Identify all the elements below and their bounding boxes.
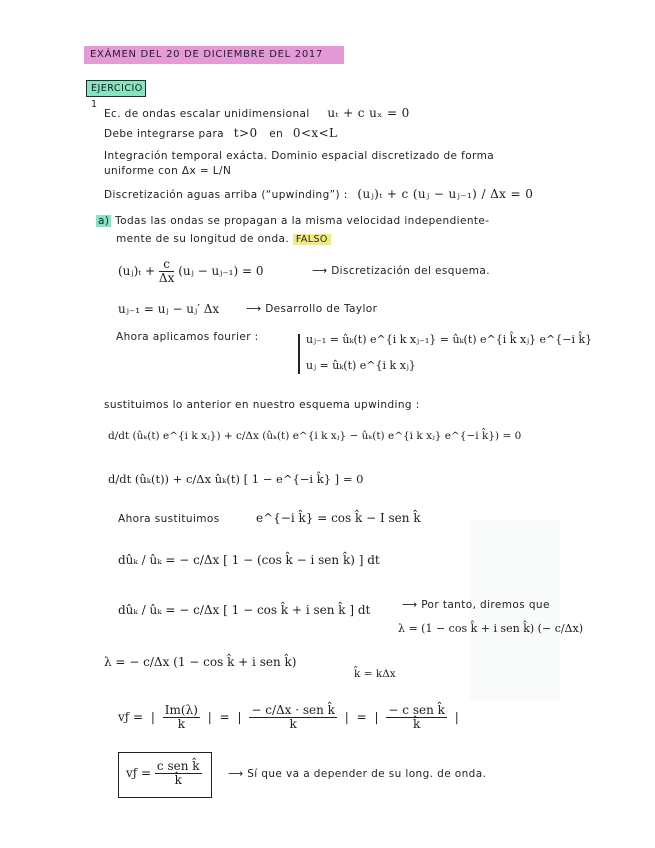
phase-velocity-equation: vƒ = | $\frac{Im(\lambda)}{k}$ | = | $\frac{\text{− c/Δx · sen k̂}}{k}$ | = | $\frac{\text{− c sen k̂}}{k̂}$ | <box>118 703 459 731</box>
vf-fraction-3 <box>386 704 446 731</box>
substituted-equation: d/dt (ûₖ(t) e^{i k xⱼ}) + c/Δx (ûₖ(t) e^{i k xⱼ} − ûₖ(t) e^{i k xⱼ} e^{−i k̂}) = 0 <box>108 430 522 442</box>
space-domain: 0<x<L <box>292 126 338 140</box>
intro-line-3: Integración temporal exácta. Dominio espacial discretizado de forma <box>104 150 495 162</box>
intro-line-5-text: Discretización aguas arriba (“upwinding”) : <box>104 189 348 201</box>
part-a-label: a) <box>98 215 110 227</box>
khat-definition: k̂ = kΔx <box>354 668 396 680</box>
lambda-definition: λ = (1 − cos k̂ + i sen k̂) (− c/Δx) <box>398 622 583 635</box>
final-label: vƒ = <box>126 766 152 780</box>
part-a-line-2 <box>116 233 331 245</box>
part-a-statement-1: Todas las ondas se propagan a la misma velocidad independiente- <box>115 215 490 227</box>
fourier-line-1: uⱼ₋₁ = ûₖ(t) e^{i k xⱼ₋₁} = ûₖ(t) e^{i k̂ xⱼ} e^{−i k̂} <box>306 333 593 346</box>
intro-line-4: uniforme con Δx = L/N <box>104 165 232 177</box>
intro-line-2-en: en <box>269 128 284 140</box>
final-result <box>126 760 202 787</box>
lambda-note: ⟶ Por tanto, diremos que <box>402 599 550 611</box>
exercise-label: EJERCICIO 1 <box>86 80 146 97</box>
vf-fraction-1 <box>163 704 200 731</box>
final-fraction <box>155 760 202 787</box>
vf-frac1-den: k <box>177 717 185 731</box>
upwind-scheme: (uⱼ)ₜ + c (uⱼ − uⱼ₋₁) / Δx = 0 <box>357 187 534 201</box>
eq1-left: (uⱼ)ₜ + <box>118 264 156 278</box>
taylor-note: ⟶ Desarrollo de Taylor <box>246 303 378 315</box>
ode-equation-2: dûₖ / ûₖ = − c/Δx [ 1 − cos k̂ + i sen k̂ ] dt <box>118 603 371 617</box>
vf-fraction-2 <box>249 704 337 731</box>
euler-identity: e^{−i k̂} = cos k̂ − I sen k̂ <box>256 511 421 525</box>
intro-line-1-text: Ec. de ondas escalar unidimensional <box>104 108 310 120</box>
intro-line-1 <box>104 106 410 120</box>
verdict-badge: FALSO <box>293 234 331 245</box>
substitution-text: sustituimos lo anterior en nuestro esquema upwinding : <box>104 399 420 411</box>
time-domain: t>0 <box>233 126 258 140</box>
eq1-frac-num: c <box>159 258 174 272</box>
intro-line-2-text: Debe integrarse para <box>104 128 225 140</box>
wave-equation: uₜ + c uₓ = 0 <box>327 106 410 120</box>
vf-frac2-num: − c/Δx · sen k̂ <box>251 703 335 717</box>
part-a-line-1 <box>96 215 489 227</box>
final-note: ⟶ Sí que va a depender de su long. de onda. <box>228 768 487 780</box>
ode-equation-1: dûₖ / ûₖ = − c/Δx [ 1 − (cos k̂ − i sen k̂) ] dt <box>118 553 380 567</box>
lambda-equation: λ = − c/Δx (1 − cos k̂ + i sen k̂) <box>104 655 297 669</box>
fourier-line-2: uⱼ = ûₖ(t) e^{i k xⱼ} <box>306 359 416 372</box>
eq1-note: ⟶ Discretización del esquema. <box>312 265 490 277</box>
eq1-right: (uⱼ − uⱼ₋₁) = 0 <box>178 264 264 278</box>
intro-line-2 <box>104 126 337 140</box>
vf-frac2-den: k <box>289 717 297 731</box>
part-a-statement-2: mente de su longitud de onda. <box>116 233 290 245</box>
taylor-equation: uⱼ₋₁ = uⱼ − uⱼ′ Δx <box>118 302 220 316</box>
discretization-equation <box>118 258 264 285</box>
euler-text: Ahora sustituimos <box>118 513 220 525</box>
vf-frac1-num: Im(λ) <box>164 703 198 717</box>
fourier-text: Ahora aplicamos fourier : <box>116 331 259 343</box>
final-num: c sen k̂ <box>156 759 200 773</box>
eq1-fraction <box>159 258 174 285</box>
vf-frac3-den: k̂ <box>413 717 421 731</box>
eq1-frac-den: Δx <box>158 271 175 285</box>
vf-frac3-num: − c sen k̂ <box>388 703 445 717</box>
factored-equation: d/dt (ûₖ(t)) + c/Δx ûₖ(t) [ 1 − e^{−i k̂} ] = 0 <box>108 472 364 486</box>
exam-title: EXÁMEN DEL 20 DE DICIEMBRE DEL 2017 <box>84 46 344 64</box>
fourier-brace <box>298 334 300 374</box>
vf-label: vƒ = <box>118 710 144 724</box>
intro-line-5 <box>104 187 533 201</box>
final-den: k̂ <box>174 773 182 787</box>
